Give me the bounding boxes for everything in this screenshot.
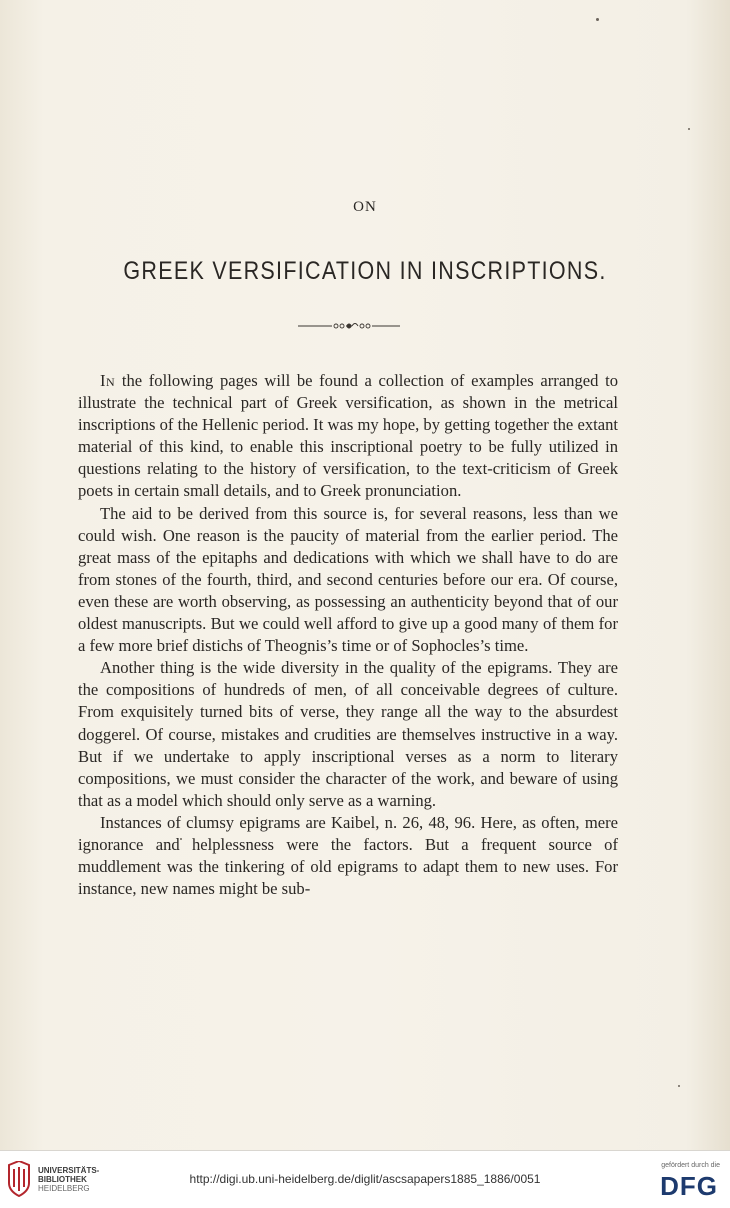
paper-speck [678,1085,680,1087]
funding-caption: gefördert durch die [661,1162,720,1169]
paragraph [78,370,618,503]
footer-bar [0,1150,730,1208]
paper-speck [596,18,599,21]
ornament-divider-icon [298,321,400,331]
library-name-line: UNIVERSITÄTS- [38,1166,100,1175]
paragraph-text: Instances of clumsy epigrams are Kaibel, n. 26, 48, 96. Here, as often, mere ignorance and helplessness were the factors. But a frequent source of muddlement was the tinkering of old epigrams to adapt them to new uses. For instance, new names might be sub- [78,812,618,899]
body-text [78,370,618,900]
paragraph-text: the following pages will be found a collection of examples arranged to illustrate the technical part of Greek versification, as shown in the metrical inscriptions of the Hellenic period. It was my hope, by getting together the extant material of this kind, to enable this inscriptional poetry to be fully utilized in questions relating to the history of versification, to the text-criticism of Greek poets in certain small details, and to Greek pronunciation. [78,371,618,501]
library-name-line: HEIDELBERG [38,1184,90,1193]
page-title: GREEK VERSIFICATION IN INSCRIPTIONS. [123,257,607,285]
heading-on: ON [353,199,377,215]
paragraph-lead: In [100,371,116,390]
page-url-link[interactable]: http://digi.ub.uni-heidelberg.de/diglit/ascsapapers1885_1886/0051 [189,1172,541,1186]
library-name-line: BIBLIOTHEK [38,1175,87,1184]
paper-speck [688,128,690,130]
paragraph-text: Another thing is the wide diversity in the quality of the epigrams. They are the compositions of hundreds of men, of all conceivable degrees of culture. From exquisitely turned bits of verse, they range all the way to the absurdest doggerel. Of course, mistakes and crudities are themselves instructive in a way. But if we undertake to apply inscriptional verses as a norm to literary compositions, we must consider the character of the work, and beware of using that as a model which should only serve as a warning. [78,658,618,810]
dfg-logo[interactable]: DFG [660,1171,718,1201]
paragraph-text: The aid to be derived from this source is, for several reasons, less than we could wish. One reason is the paucity of material from the earlier period. The great mass of the epitaphs and dedications with which we shall have to do are from stones of the fourth, third, and second centuries before our era. Of course, even these are worth observing, as possessing an authenticity beyond that of our oldest manuscripts. But we could well afford to give up a good many of them for a few more brief distichs of Theognis’s time or of Sophocles’s time. [78,503,618,656]
paragraph [78,812,618,900]
paragraph [78,503,618,658]
paragraph [78,657,618,812]
